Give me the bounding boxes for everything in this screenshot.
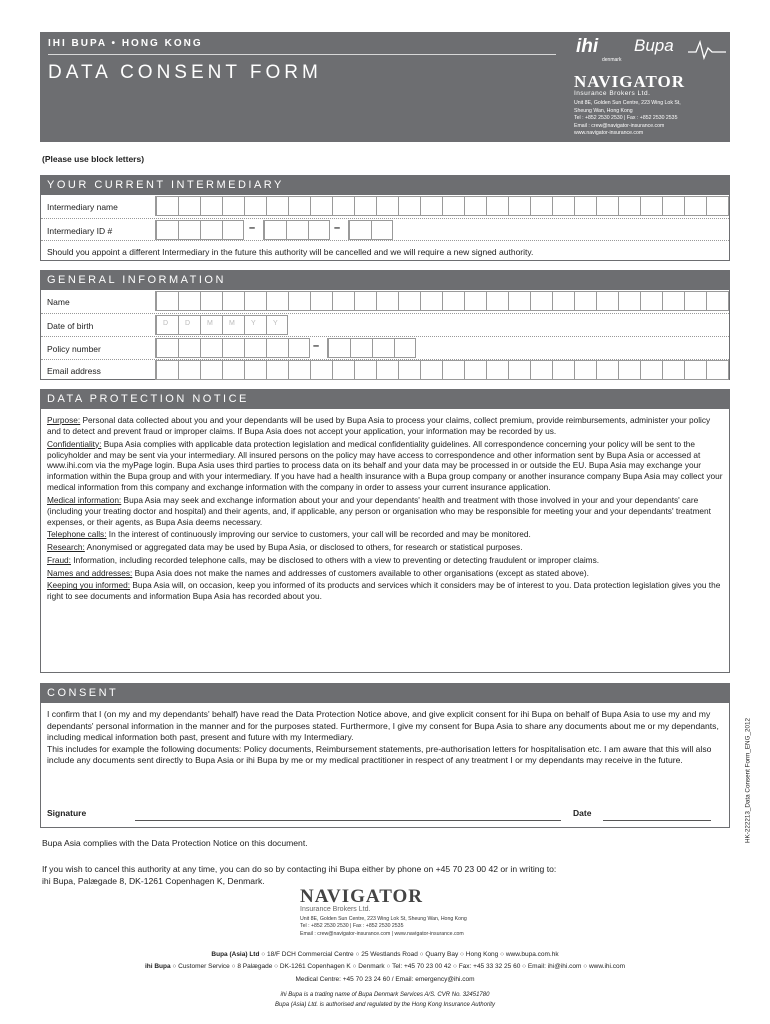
notice-heading: Names and addresses: (47, 567, 133, 578)
policy-number-row (41, 336, 729, 359)
organisation-label: IHI BUPA • HONG KONG (48, 38, 203, 49)
intermediary-note: Should you appoint a different Intermediary in the future this authority will be cancelled and we will require a new signed authority. (47, 247, 534, 257)
notice-heading: Purpose: (47, 415, 81, 425)
notice-paragraph (47, 439, 723, 494)
navigator-address: Unit 8E, Golden Sun Centre, 223 Wing Lok St, Sheung Wan, Hong Kong Tel : +852 2530 2530 | Fax : +852 2530 2535 Email : crew@navigator-insurance.com | www.navigator-insurance.com (300, 916, 467, 937)
bupa-asia-label: Bupa (Asia) Ltd (211, 951, 260, 958)
general-information-section (40, 270, 730, 380)
form-code: HK-222213_Data Consent Form_ENG_2012 (744, 718, 752, 843)
field-label: Intermediary ID # (47, 226, 113, 236)
date-label: Date (573, 808, 592, 818)
ihi-bupa-details: Customer Service ○ 8 Palægade ○ DK-1261 Copenhagen K ○ Denmark ○ Tel: +45 70 23 00 42 ○ Fax: +45 33 32 25 60 ○ Email: ihi@ihi.com ○ www.ihi.com (178, 963, 626, 970)
section-title: CONSENT (41, 684, 729, 703)
dob-placeholder: Y (251, 320, 256, 327)
notice-body: Bupa Asia may seek and exchange information about your and your dependants' health and treatment with those involved in your and your dependants' care (including your treating doctor and hospital) and their agents, and, if applicable, any person or organisation who may be responsible for meeting your and your dependants' treatment expenses, or their agents, as Bupa Asia deems necessary. (47, 494, 711, 527)
medical-centre-contact: Medical Centre: +45 70 23 24 60 / Email: emergency@ihi.com (295, 976, 475, 983)
dob-placeholder: D (163, 320, 169, 327)
intermediary-id-part1-input[interactable] (155, 220, 244, 240)
dob-placeholder: M (229, 320, 235, 327)
logo-panel (568, 34, 728, 140)
field-label: Policy number (47, 344, 101, 354)
date-field[interactable] (603, 804, 711, 821)
email-row (41, 359, 729, 382)
dob-placeholder: M (207, 320, 213, 327)
notice-body: Bupa Asia does not make the names and addresses of customers available to other organisations (except as stated above). (132, 567, 589, 578)
data-protection-text (47, 415, 723, 604)
signature-field[interactable] (135, 804, 561, 821)
ihi-bupa-contact: ihi Bupa ○ Customer Service ○ 8 Palægade ○ DK-1261 Copenhagen K ○ Denmark ○ Tel: +45 70 23 00 42 ○ Fax: +45 33 32 25 60 ○ Email: ihi@ihi.com ○ www.ihi.com (144, 963, 626, 970)
navigator-name: NAVIGATOR (300, 886, 424, 907)
notice-body: Bupa Asia complies with applicable data protection legislation and medical confidentiality guidelines. All correspondence concerning your policy will be sent to the policyholder and may be sent via your intermediary. All insured persons on the policy may have access to correspondence and other information sent by Bupa Asia or accessed at www.ihi.com via the myPage login. Bupa Asia uses third parties to process data on its behalf and your data may be processed in or outside the EU. Bupa Asia may exchange your information within the Bupa group and with your intermediary. If you have had a health insurance with a Bupa group company or another insurance company Bupa Asia may collect your medical information from this company and exchange information with the company in order to assess your current insurance application. (47, 438, 723, 493)
notice-paragraph (47, 555, 723, 566)
intermediary-section (40, 175, 730, 261)
intermediary-name-row (41, 195, 729, 217)
separator: – (313, 340, 320, 352)
field-label: Name (47, 297, 70, 307)
intermediary-name-input[interactable] (155, 196, 729, 216)
ihi-bupa-label: ihi Bupa (144, 963, 171, 970)
notice-paragraph (47, 580, 723, 602)
consent-text (47, 709, 723, 767)
cancel-line: ihi Bupa, Palægade 8, DK-1261 Copenhagen K, Denmark. (42, 876, 265, 887)
consent-section (40, 683, 730, 828)
navigator-subtitle: Insurance Brokers Ltd. (300, 906, 371, 913)
notice-paragraph (47, 568, 723, 579)
date-of-birth-input[interactable] (155, 315, 288, 335)
notice-body: Information, including recorded telephone calls, may be disclosed to others with a view to preventing or detecting fraudulent or improper claims. (70, 554, 600, 565)
intermediary-id-part3-input[interactable] (348, 220, 393, 240)
notice-heading: Fraud: (47, 554, 71, 565)
notice-heading: Medical information: (47, 494, 122, 505)
bupa-logo: Bupa (634, 36, 674, 55)
intermediary-id-row (41, 218, 729, 241)
date-of-birth-row (41, 313, 729, 336)
notice-paragraph (47, 529, 723, 540)
name-input[interactable] (155, 291, 729, 311)
notice-body: In the interest of continuously improving our service to customers, your call will be recorded and may be monitored. (106, 529, 531, 540)
consent-paragraph: I confirm that I (on my and my dependants' behalf) have read the Data Protection Notice above, and give explicit consent for ihi Bupa on behalf of Bupa Asia to use my and my dependants' personal information in the manner and for the purposes stated. Furthermore, I give my consent for Bupa Asia to share any documents about me or my dependants, including medical information both past, present and future with my Intermediary. (47, 709, 719, 743)
field-label: Date of birth (47, 321, 94, 331)
page-title: DATA CONSENT FORM (48, 62, 322, 83)
section-title: DATA PROTECTION NOTICE (41, 390, 729, 409)
section-title: YOUR CURRENT INTERMEDIARY (41, 176, 729, 195)
form-header (40, 32, 730, 142)
notice-heading: Confidentiality: (47, 438, 102, 449)
notice-paragraph (47, 542, 723, 553)
notice-heading: Research: (47, 542, 85, 553)
notice-heading: Telephone calls: (47, 529, 107, 540)
policy-number-part1-input[interactable] (155, 338, 310, 358)
field-label: Intermediary name (47, 202, 118, 212)
consent-paragraph: This includes for example the following documents: Policy documents, Reimbursement statements, pre-authorisation letters for hospitalisation etc. I am aware that this will also include any documents sent directly to Bupa Asia or ihi Bupa by me or my medical practitioner in respect of any treatment I or my dependants may receive in the future. (47, 743, 712, 766)
navigator-footer-logo (300, 886, 500, 946)
separator: – (334, 222, 341, 234)
header-title-panel (40, 32, 558, 142)
cancel-instructions (42, 863, 732, 888)
header-divider (48, 54, 556, 55)
bupa-asia-contact: Bupa (Asia) Ltd ○ 18/F DCH Commercial Centre ○ 25 Westlands Road ○ Quarry Bay ○ Hong Kong ○ www.bupa.com.hk (211, 951, 559, 958)
dob-placeholder: Y (273, 320, 278, 327)
notice-body: Personal data collected about you and your dependants will be used by Bupa Asia to process your claims, collect premium, provide reimbursements, administer your policy and to detect and prevent fraud or improper claims. If Bupa Asia does not accept your application, your information may be recorded by us. (47, 415, 711, 436)
intermediary-note-row (41, 240, 729, 263)
navigator-subtitle: Insurance Brokers Ltd. (574, 90, 651, 97)
field-label: Email address (47, 366, 101, 376)
ihi-logo-sub: denmark (602, 57, 622, 63)
complies-statement: Bupa Asia complies with the Data Protection Notice on this document. (42, 838, 308, 848)
notice-body: Anonymised or aggregated data may be used by Bupa Asia, or disclosed to others, for research or statistical purposes. (84, 542, 523, 553)
section-title: GENERAL INFORMATION (41, 271, 729, 290)
policy-number-part2-input[interactable] (327, 338, 416, 358)
block-letters-note: (Please use block letters) (42, 154, 145, 164)
separator: – (249, 222, 256, 234)
notice-heading: Keeping you informed: (47, 580, 131, 591)
notice-paragraph (47, 415, 723, 437)
name-row (41, 290, 729, 312)
signature-label: Signature (47, 808, 87, 818)
email-input[interactable] (155, 360, 729, 380)
data-protection-section (40, 389, 730, 673)
cancel-line: If you wish to cancel this authority at any time, you can do so by contacting ihi Bupa either by phone on +45 70 23 00 42 or in writing to: (42, 864, 557, 874)
notice-paragraph (47, 495, 723, 528)
notice-body: Bupa Asia will, on occasion, keep you informed of its products and services which it considers may be of interest to you. Data protection legislation gives you the right to see documents and information Bupa Asia has recorded about you. (47, 580, 721, 602)
ihi-logo: ihi (576, 36, 599, 57)
bupa-heartbeat-icon (688, 38, 726, 62)
navigator-address: Unit 8E, Golden Sun Centre, 223 Wing Lok St, Sheung Wan, Hong Kong Tel : +852 2530 2530 | Fax : +852 2530 2535 Email : crew@navigator-insurance.com www.navigator-insurance.com (574, 100, 681, 137)
legal-line: ihi Bupa is a trading name of Bupa Denmark Services A/S. CVR No. 32451780 (280, 992, 490, 998)
dob-placeholder: D (185, 320, 191, 327)
navigator-logo: NAVIGATOR (574, 72, 686, 91)
legal-line: Bupa (Asia) Ltd. is authorised and regulated by the Hong Kong Insurance Authority (275, 1002, 495, 1008)
bupa-asia-details: 18/F DCH Commercial Centre ○ 25 Westlands Road ○ Quarry Bay ○ Hong Kong ○ www.bupa.com.hk (266, 951, 559, 958)
intermediary-id-part2-input[interactable] (263, 220, 330, 240)
